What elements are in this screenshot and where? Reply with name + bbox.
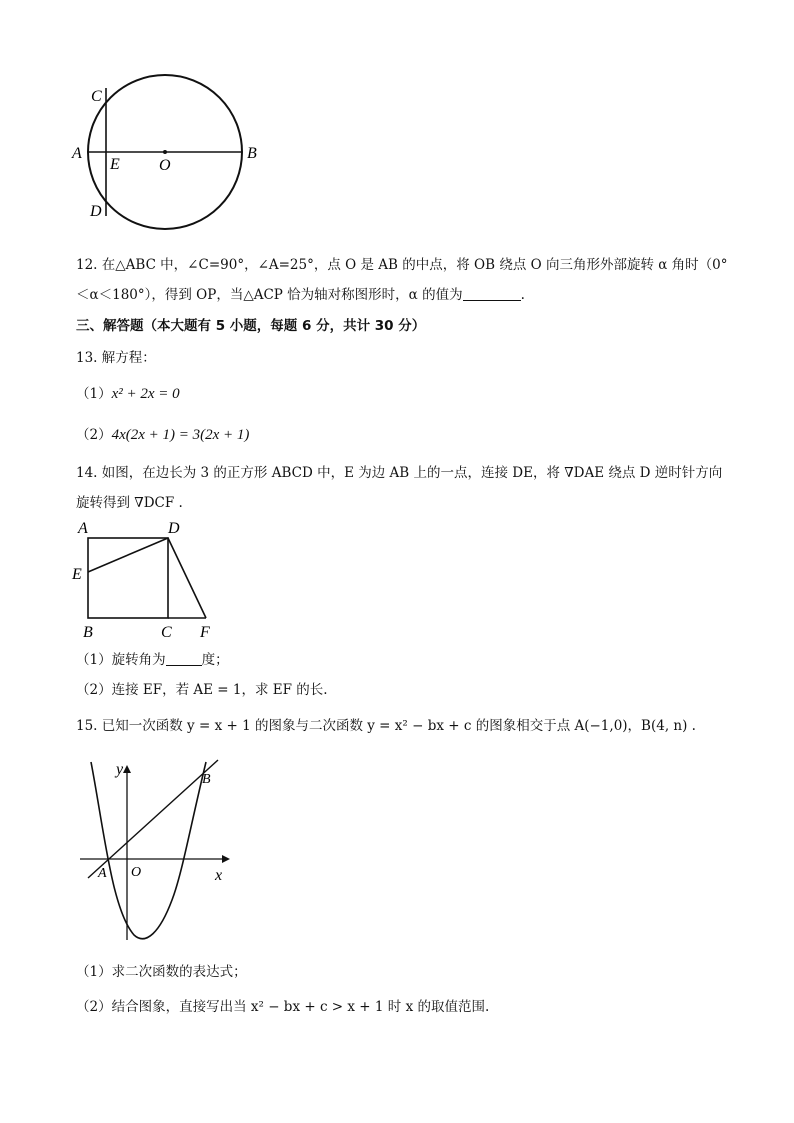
label-A: A <box>98 866 107 881</box>
q12-line1: 12. 在△ABC 中，∠C=90°，∠A=25°，点 O 是 AB 的中点，将 OB 绕点 O 向三角形外部旋转 α 角时（0° <box>76 257 728 273</box>
y-axis-arrow <box>123 765 131 773</box>
q14-answer-blank <box>166 665 202 666</box>
q12-line2 <box>76 286 525 304</box>
section-heading: 三、解答题（本大题有 5 小题，每题 6 分，共计 30 分） <box>76 318 426 334</box>
label-D: D <box>90 203 102 220</box>
label-O: O <box>159 157 171 174</box>
q13-stem: 13. 解方程： <box>76 350 156 366</box>
label-C: C <box>161 624 172 641</box>
q14-part1-text: （1）旋转角为 <box>76 652 166 668</box>
label-x: x <box>215 867 223 884</box>
circle-figure <box>60 70 290 240</box>
label-C: C <box>91 88 102 105</box>
q12-line2-text: ＜α＜180°），得到 OP，当△ACP 恰为轴对称图形时，α 的值为 <box>76 287 463 303</box>
label-E: E <box>72 566 82 583</box>
q14-line1: 14. 如图，在边长为 3 的正方形 ABCD 中，E 为边 AB 上的一点，连接 DE，将 ∇DAE 绕点 D 逆时针方向 <box>76 465 723 481</box>
q13-part2 <box>76 426 249 444</box>
label-B: B <box>202 772 211 787</box>
function-graph <box>72 750 242 945</box>
square-ABCD <box>88 538 168 618</box>
q13-part1-label: （1） <box>76 386 112 402</box>
label-B: B <box>247 145 257 162</box>
q13-part1-equation: x² + 2x = 0 <box>111 386 180 402</box>
q14-part1 <box>76 651 229 669</box>
q15-part1: （1）求二次函数的表达式； <box>76 964 247 980</box>
label-D: D <box>168 520 180 537</box>
q15-part2: （2）结合图象，直接写出当 x² − bx + c > x + 1 时 x 的取值范围. <box>76 999 490 1015</box>
label-A: A <box>78 520 88 537</box>
label-y: y <box>116 761 124 778</box>
label-F: F <box>200 624 210 641</box>
label-A: A <box>72 145 82 162</box>
segment-DE <box>88 538 168 572</box>
label-B: B <box>83 624 93 641</box>
segment-DF <box>168 538 206 618</box>
center-point <box>163 150 167 154</box>
square-figure <box>66 516 226 644</box>
q14-part1-unit: 度； <box>201 652 229 668</box>
q13-part2-equation: 4x(2x + 1) = 3(2x + 1) <box>111 427 250 443</box>
parabola <box>91 762 206 939</box>
q13-part2-label: （2） <box>76 427 112 443</box>
label-O: O <box>131 865 142 880</box>
q12-period: . <box>520 287 525 303</box>
q12-answer-blank <box>463 300 521 301</box>
label-E: E <box>110 156 120 173</box>
q14-part2: （2）连接 EF，若 AE = 1，求 EF 的长. <box>76 682 328 698</box>
q13-part1 <box>76 385 180 403</box>
line-y-x-plus-1 <box>88 760 218 878</box>
q14-line2: 旋转得到 ∇DCF . <box>76 495 183 511</box>
q15-stem: 15. 已知一次函数 y = x + 1 的图象与二次函数 y = x² − bx + c 的图象相交于点 A(−1,0)，B(4, n) . <box>76 718 696 734</box>
x-axis-arrow <box>222 855 230 863</box>
